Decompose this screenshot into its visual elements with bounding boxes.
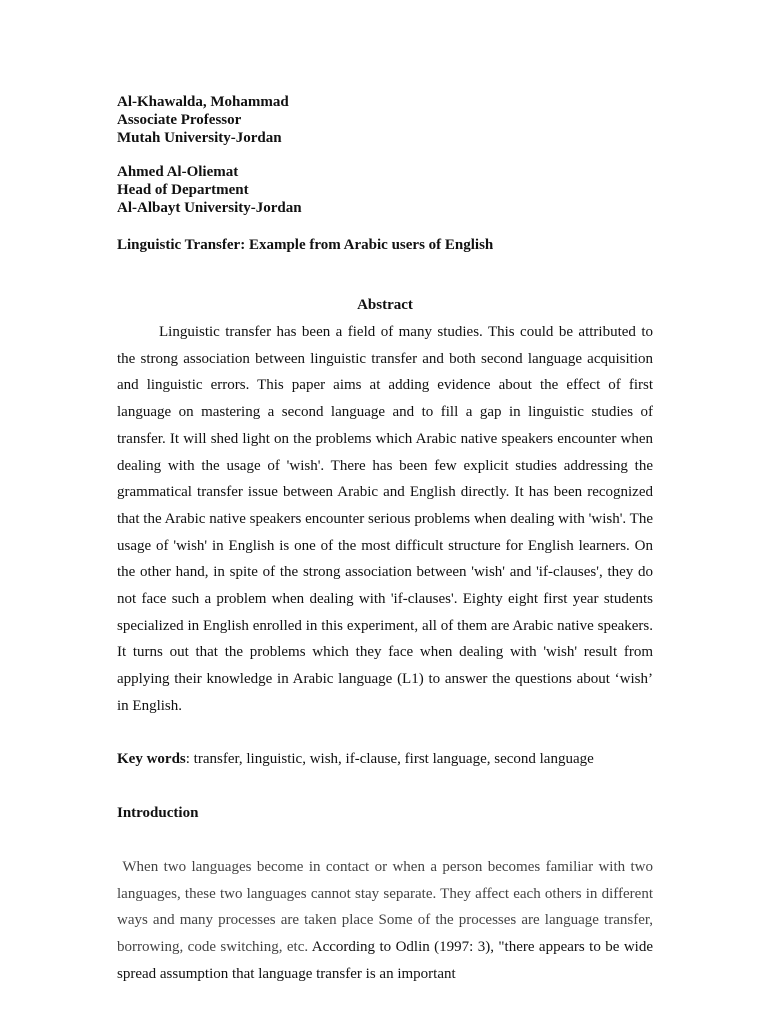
author-name: Ahmed Al-Oliemat bbox=[117, 164, 239, 180]
keywords-line bbox=[117, 750, 653, 768]
author-affiliation: Mutah University-Jordan bbox=[117, 130, 282, 146]
paper-page bbox=[117, 93, 654, 982]
author-title: Head of Department bbox=[117, 182, 249, 198]
author-name: Al-Khawalda, Mohammad bbox=[117, 94, 289, 110]
abstract-heading: Abstract bbox=[357, 297, 413, 313]
introduction-heading: Introduction bbox=[117, 805, 199, 821]
author-block-2 bbox=[117, 163, 653, 217]
paper-title-text: Linguistic Transfer: Example from Arabic users of English bbox=[117, 237, 494, 253]
author-block-1 bbox=[117, 93, 653, 147]
introduction-text-part1: When two languages become in contact or when a person becomes familiar with two languages, these two languages cannot stay separate. They affect each others in different ways and many processes are taken place Some of the processes are language transfer, borrowing, code switching, etc. bbox=[117, 859, 654, 956]
abstract-text: Linguistic transfer has been a field of many studies. This could be attributed to the strong association between linguistic transfer and both second language acquisition and linguistic errors. This paper aims at adding evidence about the effect of first language on mastering a second language and to fill a gap in linguistic studies of transfer. It will shed light on the problems which Arabic native speakers encounter when dealing with the usage of 'wish'. There has been few explicit studies addressing the grammatical transfer issue between Arabic and English directly. It has been recognized that the Arabic native speakers encounter serious problems when dealing with 'wish'. The usage of 'wish' in English is one of the most difficult structure for English learners. On the other hand, in spite of the strong association between 'wish' and 'if-clauses', they do not face such a problem when dealing with 'if-clauses'. Eighty eight first year students specialized in English enrolled in this experiment, all of them are Arabic native speakers. It turns out that the problems which they face when dealing with 'wish' result from applying their knowledge in Arabic language (L1) to answer the questions about ‘wish’ in English. bbox=[117, 324, 653, 714]
paper-title bbox=[117, 236, 653, 254]
introduction-text bbox=[117, 854, 653, 988]
introduction-text-part2: According to Odlin (1997: 3), "there appears to be wide spread assumption that language transfer is an important bbox=[117, 939, 653, 982]
author-title: Associate Professor bbox=[117, 112, 242, 128]
keywords-label: Key words bbox=[117, 751, 186, 767]
keywords-text: : transfer, linguistic, wish, if-clause, first language, second language bbox=[185, 751, 594, 767]
author-affiliation: Al-Albayt University-Jordan bbox=[117, 200, 302, 216]
